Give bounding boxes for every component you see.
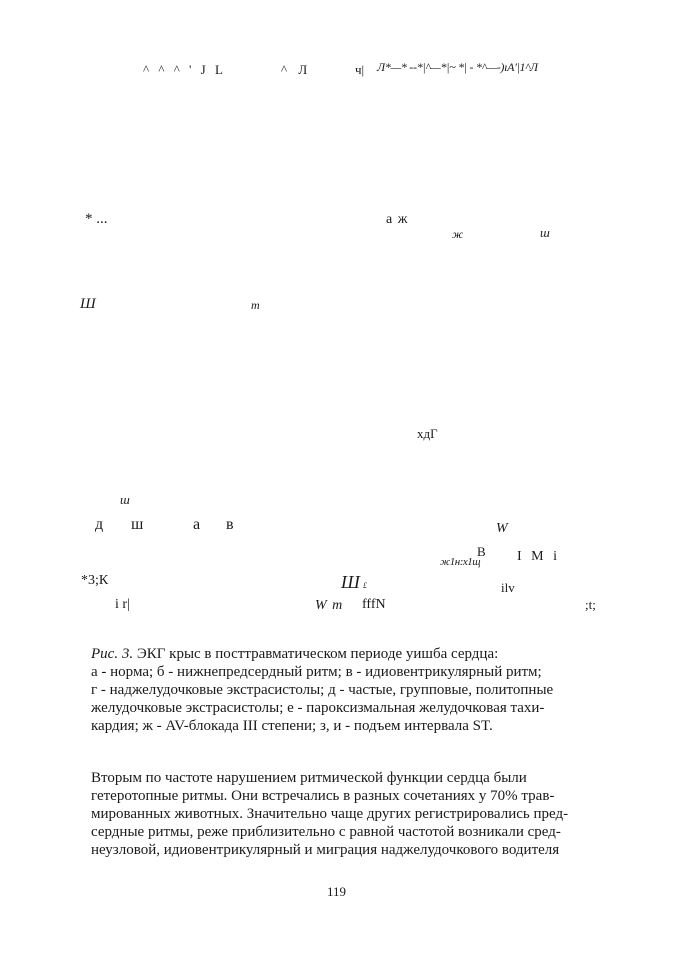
ocr-fragment: ш bbox=[540, 225, 550, 240]
ocr-fragment: Ш bbox=[341, 572, 360, 592]
ocr-fragment: хдГ bbox=[417, 426, 438, 441]
ocr-fragment: ч| bbox=[355, 62, 365, 77]
ocr-fragment: £ bbox=[363, 581, 367, 590]
ocr-fragment: W m bbox=[315, 598, 344, 613]
ocr-fragment: ilv bbox=[501, 580, 515, 595]
ecg-row-label-a: а bbox=[193, 516, 201, 533]
ocr-fragment: * ... bbox=[85, 211, 108, 227]
ocr-fragment: ^ ^ ^ ' J L bbox=[143, 62, 226, 77]
paragraph-line: гетеротопные ритмы. Они встречались в разных сочетаниях у 70% трав- bbox=[91, 788, 555, 804]
ocr-fragment: i r| bbox=[115, 597, 130, 612]
paragraph-line: Вторым по частоте нарушением ритмической функции сердца были bbox=[91, 770, 527, 786]
ocr-fragment: ж bbox=[452, 227, 464, 241]
paragraph-line: сердные ритмы, реже приблизительно с равной частотой возникали сред- bbox=[91, 824, 561, 840]
caption-text: ЭКГ крыс в посттравматическом периоде уишба сердца: bbox=[133, 646, 499, 662]
ocr-fragment: Ш bbox=[80, 296, 96, 312]
caption-line: г - наджелудочковые экстрасистолы; д - частые, групповые, политопные bbox=[91, 682, 554, 698]
figure-caption bbox=[91, 645, 611, 735]
paragraph-line: неузловой, идиовентрикулярный и миграция наджелудочкового водителя bbox=[91, 842, 560, 858]
ecg-row-label-d: д bbox=[95, 516, 104, 533]
ocr-fragment: fffN bbox=[362, 597, 386, 612]
caption-line: а - норма; б - нижнепредсердный ритм; в - идиовентрикулярный ритм; bbox=[91, 664, 542, 680]
ocr-fragment: *3;К bbox=[81, 573, 109, 588]
ocr-fragment: ж1н:х1щ bbox=[440, 556, 481, 568]
page-number: 119 bbox=[326, 884, 347, 899]
ocr-fragment: а ж bbox=[386, 212, 409, 227]
caption-line: кардия; ж - AV-блокада III степени; з, и - подъем интервала ST. bbox=[91, 718, 493, 734]
ecg-row-label-v: в bbox=[226, 516, 234, 533]
ecg-row-label-sh: ш bbox=[131, 516, 144, 533]
ocr-fragment: W bbox=[496, 521, 508, 536]
caption-line bbox=[91, 645, 611, 663]
ocr-fragment: I M i bbox=[517, 549, 560, 564]
ocr-fragment: ш bbox=[120, 492, 130, 507]
caption-line: желудочковые экстрасистолы; е - пароксизмальная желудочковая тахи- bbox=[91, 700, 545, 716]
ocr-fragment: В bbox=[477, 544, 486, 559]
ocr-fragment: Л*—* --*|^—*|~ *| - *^—-)ıA'|1^Л bbox=[377, 60, 538, 74]
ocr-fragment: ;t; bbox=[585, 597, 596, 612]
paragraph-line: мированных животных. Значительно чаще других регистрировались пред- bbox=[91, 806, 569, 822]
body-paragraph bbox=[91, 769, 611, 859]
ocr-fragment: ^ Л bbox=[281, 62, 312, 77]
ocr-fragment: т bbox=[251, 298, 260, 312]
caption-label: Рис. 3. bbox=[91, 646, 134, 662]
